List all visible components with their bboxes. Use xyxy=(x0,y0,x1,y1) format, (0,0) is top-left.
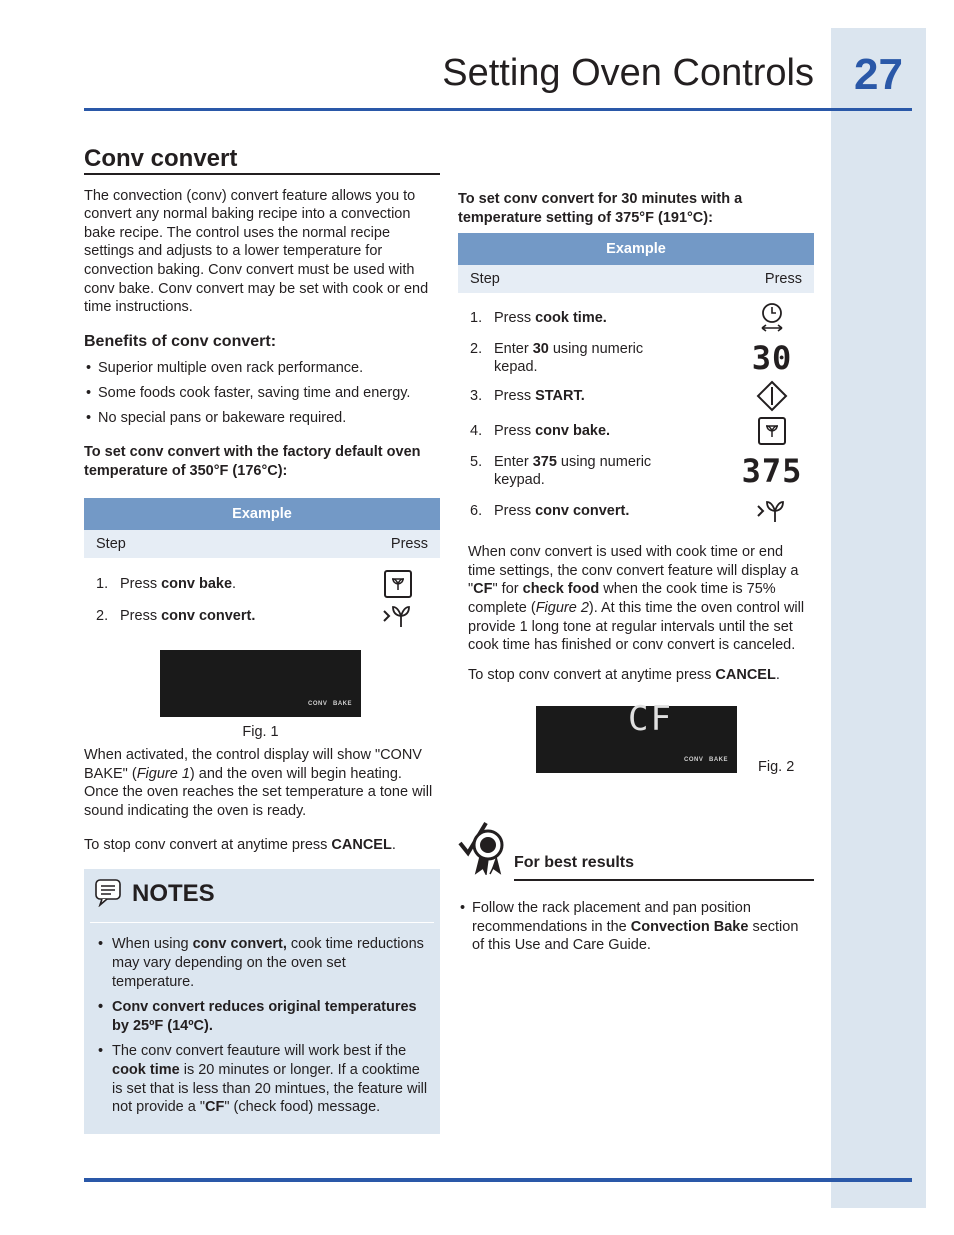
notes-list xyxy=(90,935,434,1116)
bake-indicator: BAKE xyxy=(709,757,729,764)
figure-2 xyxy=(458,699,814,776)
digits-375-icon: 375 xyxy=(741,451,803,490)
default-lead: To set conv convert with the factory default oven temperature of 350°F (176°C): xyxy=(84,444,421,479)
cf-paragraph: When conv convert is used with cook time or end time settings, the conv convert feature will display a "CF" for check food when the cook time is 75% complete (Figure 2). At this time the oven control will provide 1 long tone at regular intervals until the set cook time has finished or conv convert is canceled. xyxy=(468,544,805,654)
lcd-display xyxy=(536,699,737,773)
bake-indicator: BAKE xyxy=(333,701,353,708)
list-item: • When using conv convert, cook time reductions may vary depending on the oven set temperature. xyxy=(94,935,430,991)
stop-paragraph: To stop conv convert at anytime press CANCEL. xyxy=(84,837,396,854)
notes-title: NOTES xyxy=(132,880,215,908)
table-row: 1. Press conv bake. xyxy=(84,568,440,600)
digits-30-icon: 30 xyxy=(751,338,793,377)
list-item: • The conv convert feauture will work best if the cook time is 20 minutes or longer. If a cooktime is set that is less than 20 mintues, the feature will not provide a "CF" (check food) message. xyxy=(94,1042,430,1116)
press-header: Press xyxy=(625,265,814,293)
bottom-rule xyxy=(84,1178,912,1182)
example-table-right xyxy=(458,233,814,529)
step-header: Step xyxy=(84,530,251,558)
list-item: • Superior multiple oven rack performance. xyxy=(84,359,440,378)
example-table-left xyxy=(84,498,440,632)
page-title: Setting Oven Controls xyxy=(442,52,814,94)
intro-paragraph: The convection (conv) convert feature allows you to convert any normal baking recipe into a convection bake recipe. The control uses the normal recipe settings and adjusts to a lower temperature for convection baking. Conv convert must be used with conv bake. Conv convert may be set with cook or end time instructions. xyxy=(84,187,429,316)
example-header: Example xyxy=(84,498,440,530)
figure-caption: Fig. 2 xyxy=(758,759,795,776)
stop-paragraph: To stop conv convert at anytime press CANCEL. xyxy=(468,666,780,683)
best-results-header xyxy=(458,821,814,881)
list-item: • Follow the rack placement and pan position recommendations in the Convection Bake section of this Use and Care Guide. xyxy=(458,899,814,955)
benefits-list xyxy=(84,359,440,427)
figure-caption: Fig. 1 xyxy=(242,724,279,741)
best-results-title: For best results xyxy=(514,854,814,881)
cf-readout: CF xyxy=(628,699,673,740)
conv-bake-icon xyxy=(368,569,428,599)
lcd-display xyxy=(160,650,361,717)
conv-bake-icon xyxy=(742,416,802,446)
list-item: • Some foods cook faster, saving time and energy. xyxy=(84,384,440,403)
notes-icon xyxy=(94,877,124,913)
award-ribbon-icon xyxy=(458,821,508,881)
right-column xyxy=(458,190,814,961)
section-title: Conv convert xyxy=(84,150,440,175)
activated-paragraph: When activated, the control display will show "CONV BAKE" (Figure 1) and the oven will begin heating. Once the oven reaches the set temperature a tone will sound indicating the oven is ready. xyxy=(84,746,433,819)
table-row: 2. Press conv convert. xyxy=(84,600,440,632)
example-header: Example xyxy=(458,233,814,265)
conv-convert-icon xyxy=(742,498,802,524)
top-rule xyxy=(84,108,912,111)
left-column xyxy=(84,145,440,1134)
list-item: • Conv convert reduces original temperatures by 25ºF (14ºC). xyxy=(94,998,430,1035)
table-row: 5. Enter 375 using numeric keypad. 375 xyxy=(470,451,803,490)
best-results-list xyxy=(458,899,814,955)
benefits-title: Benefits of conv convert: xyxy=(84,332,277,350)
side-band xyxy=(831,28,926,1208)
step-header: Step xyxy=(458,265,625,293)
figure-1 xyxy=(160,650,361,742)
table-row: 3. Press START. xyxy=(458,379,814,413)
thirty-minute-lead: To set conv convert for 30 minutes with a temperature setting of 375°F (191°C): xyxy=(458,191,743,226)
table-row: 4. Press conv bake. xyxy=(458,413,814,449)
page-number: 27 xyxy=(854,50,903,99)
cook-time-icon xyxy=(742,302,802,334)
table-row: 6. Press conv convert. xyxy=(458,493,814,529)
conv-indicator: CONV xyxy=(684,757,704,764)
start-icon xyxy=(742,380,802,412)
conv-convert-icon xyxy=(368,603,428,629)
press-header: Press xyxy=(251,530,440,558)
table-row: 2. Enter 30 using numeric kepad. 30 xyxy=(458,337,814,379)
table-row: 1. Press cook time. xyxy=(458,299,814,337)
notes-box xyxy=(84,869,440,1134)
list-item: • No special pans or bakeware required. xyxy=(84,409,440,428)
conv-indicator: CONV xyxy=(308,701,328,708)
